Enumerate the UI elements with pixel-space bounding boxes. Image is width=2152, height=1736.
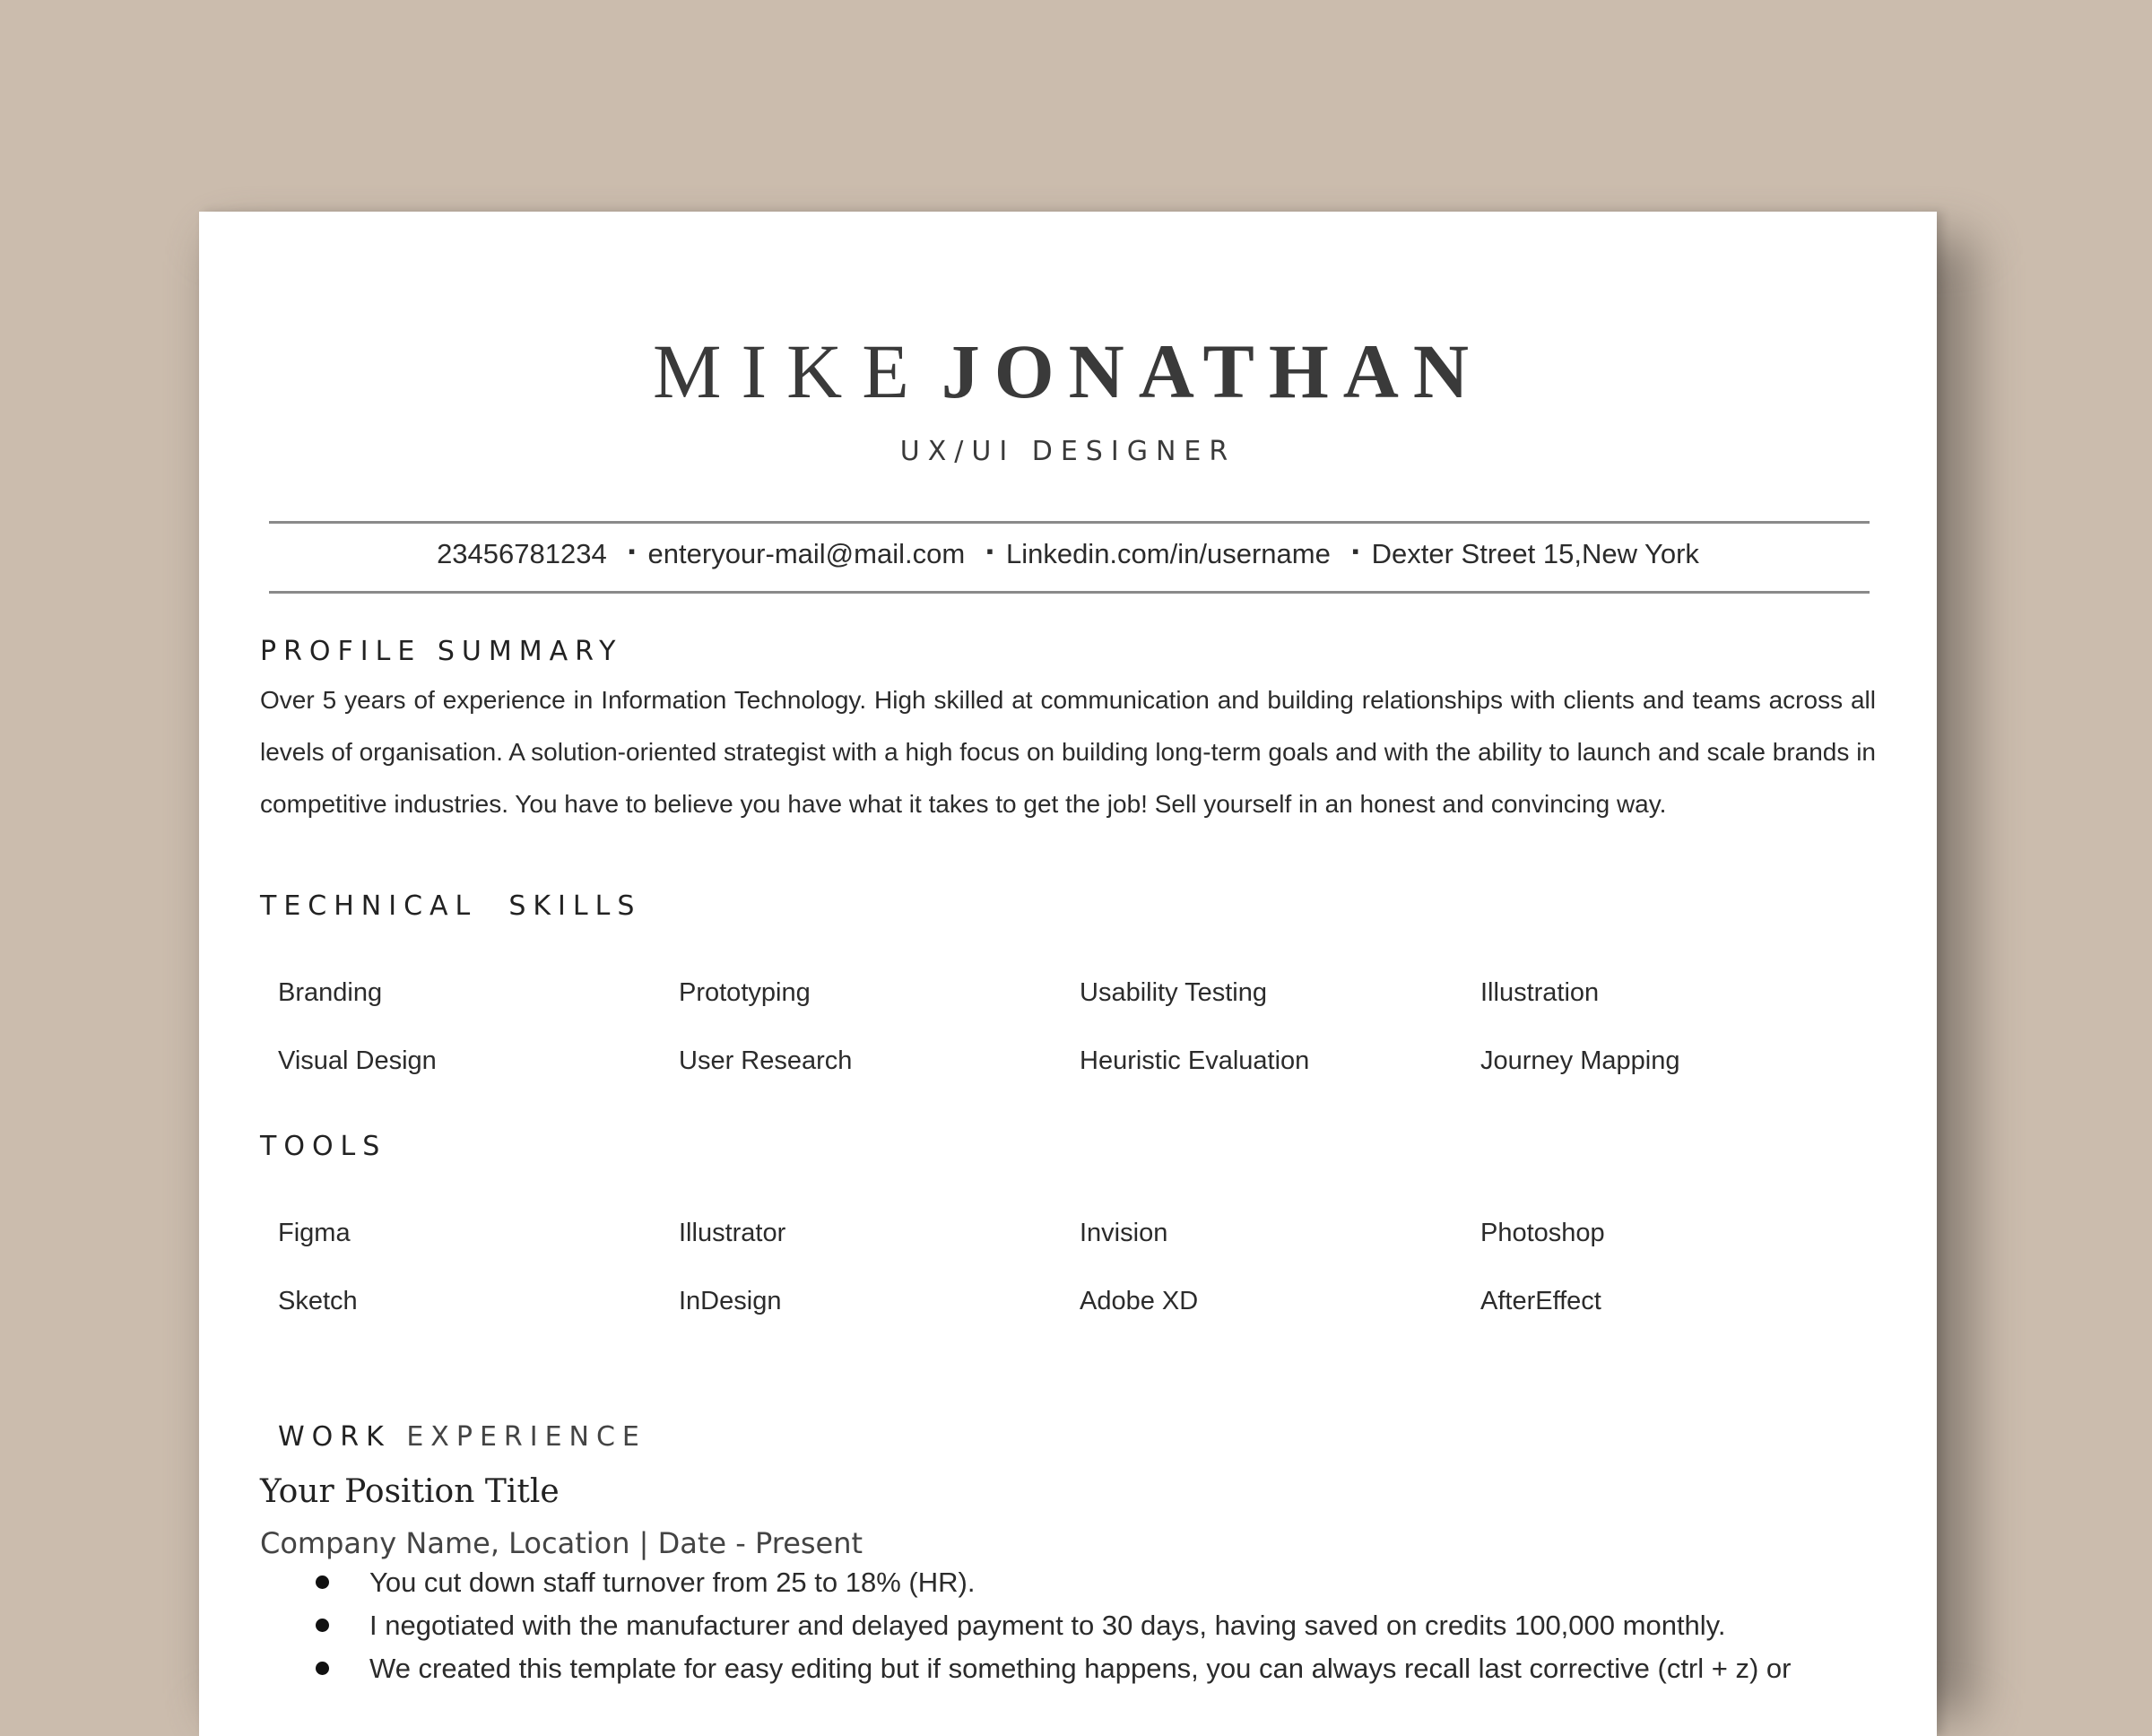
contact-email: enteryour-mail@mail.com [647, 538, 966, 569]
contact-linkedin: Linkedin.com/in/username [1005, 538, 1331, 569]
contact-address: Dexter Street 15,New York [1371, 538, 1699, 569]
skill-item: Visual Design [278, 1046, 437, 1075]
bullet-icon [316, 1575, 329, 1589]
tool-item: Invision [1080, 1219, 1168, 1247]
bullet-icon [316, 1619, 329, 1632]
separator-dot: ▪ [986, 540, 994, 562]
separator-dot: ▪ [1351, 540, 1359, 562]
technical-skills-grid [278, 976, 1881, 1078]
tool-item: Adobe XD [1080, 1287, 1199, 1315]
separator-dot: ▪ [628, 540, 636, 562]
skill-item: User Research [679, 1046, 853, 1075]
position-title: Your Position Title [260, 1473, 560, 1510]
last-name: JONATHAN [941, 328, 1483, 414]
skill-item: Illustration [1480, 978, 1600, 1007]
technical-skills-heading: TECHNICAL SKILLS [260, 890, 642, 922]
list-item [316, 1607, 1791, 1650]
bullet-text: You cut down staff turnover from 25 to 18% (HR). [369, 1567, 976, 1598]
company-line: Company Name, Location | Date - Present [260, 1526, 863, 1560]
bullet-text: I negotiated with the manufacturer and delayed payment to 30 days, having saved on credits 100,000 monthly. [369, 1610, 1726, 1641]
skill-item: Prototyping [679, 978, 811, 1007]
skill-item: Journey Mapping [1480, 1046, 1680, 1075]
tool-item: Sketch [278, 1287, 358, 1315]
resume-page [199, 212, 1937, 1736]
tool-item: Photoshop [1480, 1219, 1605, 1247]
contact-bar [199, 536, 1937, 575]
tool-item: Figma [278, 1219, 351, 1247]
resume-name [199, 328, 1937, 414]
work-heading-bold: WORK [278, 1421, 391, 1453]
job-title-heading: UX/UI DESIGNER [899, 436, 1237, 467]
work-heading-light: EXPERIENCE [406, 1421, 646, 1453]
skill-item: Heuristic Evaluation [1080, 1046, 1310, 1075]
bullet-icon [316, 1662, 329, 1675]
list-item [316, 1650, 1791, 1693]
bullet-text: We created this template for easy editing but if something happens, you can always recall last corrective (ctrl + z) or [369, 1653, 1792, 1684]
tool-item: InDesign [679, 1287, 782, 1315]
tools-heading: TOOLS [260, 1131, 387, 1162]
profile-summary-text: Over 5 years of experience in Information Technology. High skilled at communication and building relationships with clients and teams across all levels of organisation. A solution-oriented strategist with a high focus on building long-term goals and with the ability to launch and scale brands in competitive industries. You have to believe you have what it takes to get the job! Sell yourself in an honest and convincing way. [260, 686, 1876, 818]
profile-summary-heading: PROFILE SUMMARY [260, 636, 623, 667]
list-item [316, 1564, 1791, 1607]
tool-item: Illustrator [679, 1219, 786, 1247]
contact-phone: 23456781234 [437, 538, 607, 569]
bottom-divider [269, 591, 1870, 594]
experience-bullets [316, 1564, 1791, 1693]
skill-item: Branding [278, 978, 383, 1007]
top-divider [269, 521, 1870, 524]
first-name: MIKE [653, 328, 929, 414]
tools-grid [278, 1216, 1881, 1318]
skill-item: Usability Testing [1080, 978, 1268, 1007]
work-experience-heading [278, 1421, 646, 1453]
tool-item: AfterEffect [1480, 1287, 1601, 1315]
